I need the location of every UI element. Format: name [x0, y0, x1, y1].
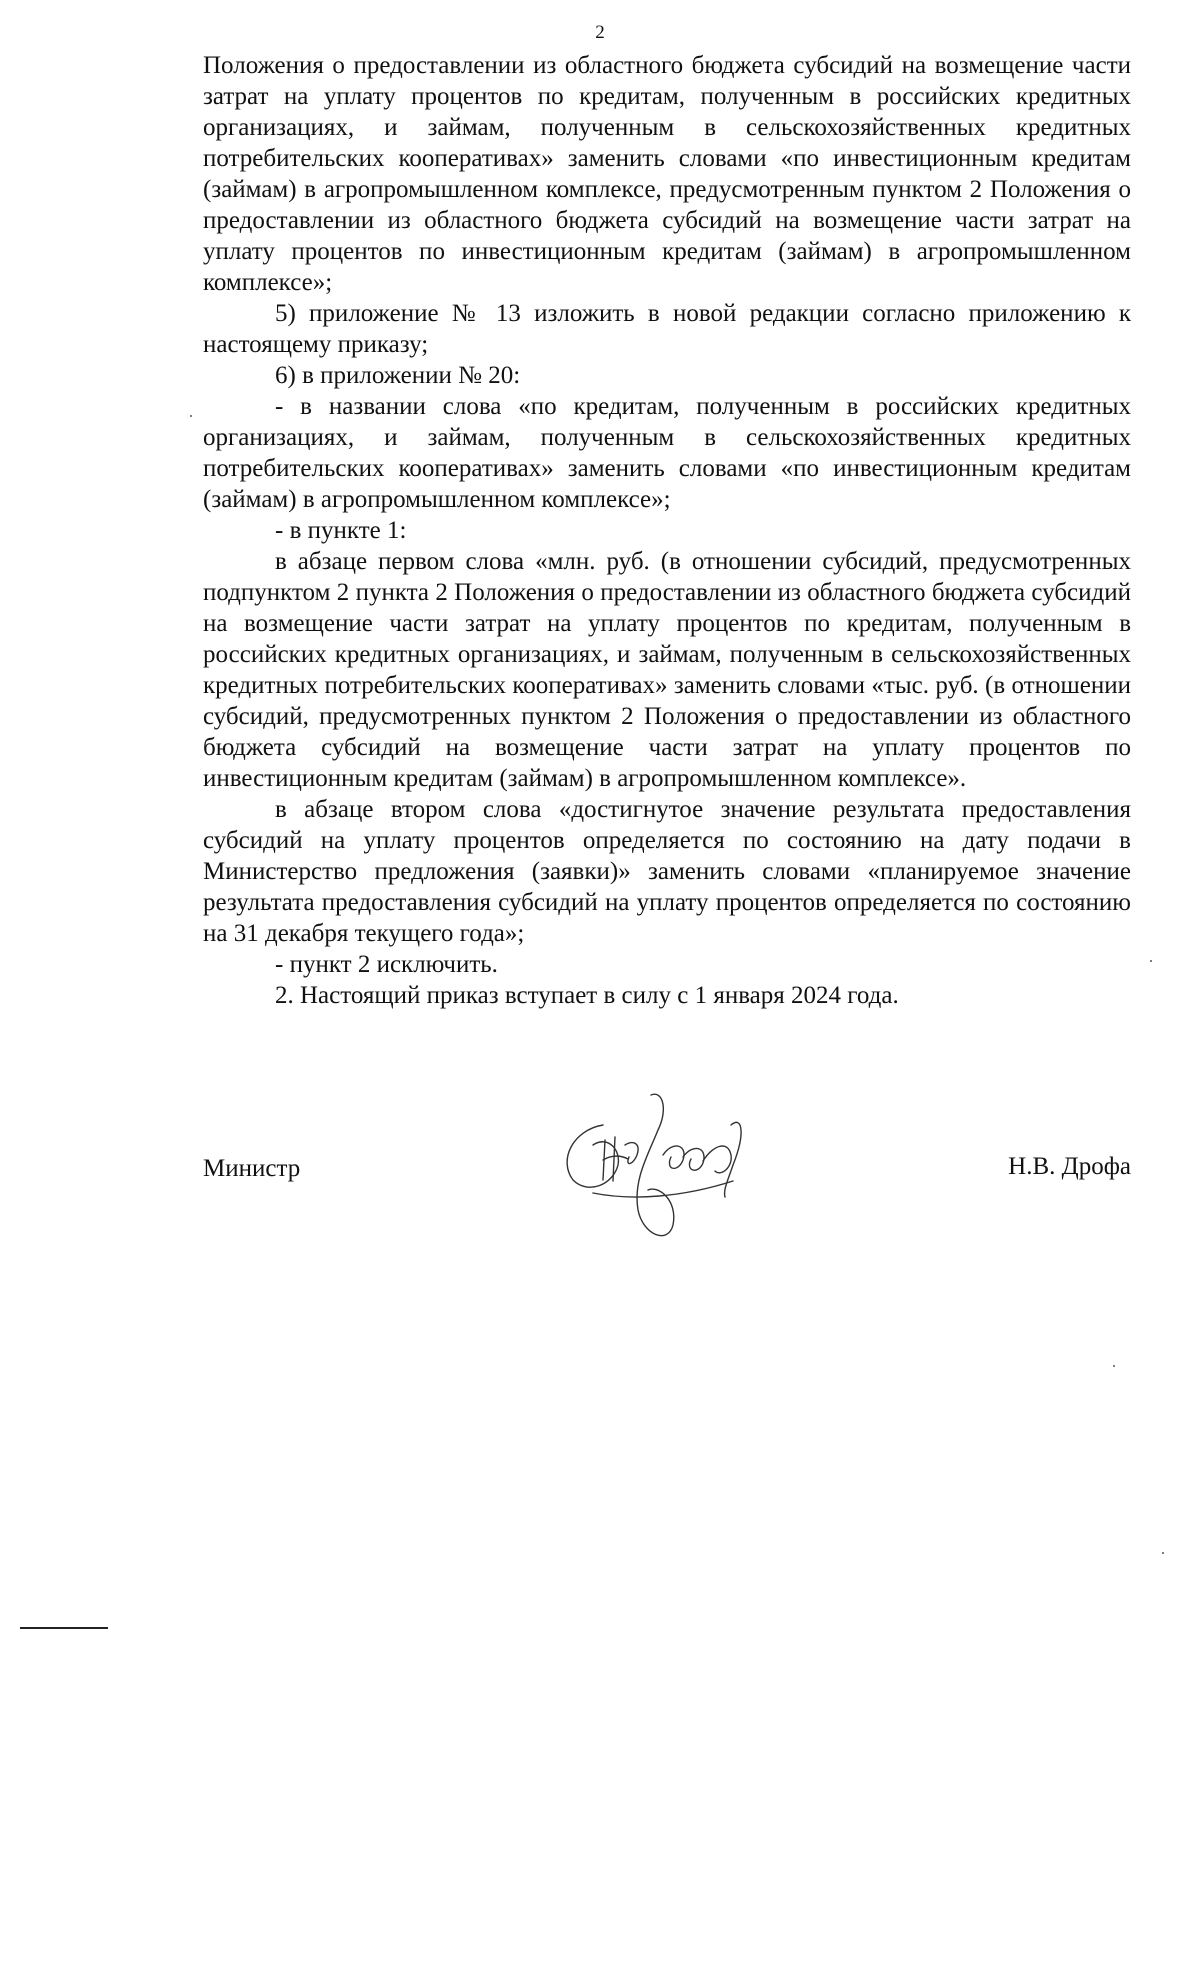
- paragraph-effective-date: 2. Настоящий приказ вступает в силу с 1 января 2024 года.: [275, 982, 899, 1009]
- signature-block: [203, 1085, 1131, 1285]
- page-number: 2: [595, 22, 605, 43]
- signer-position: Министр: [203, 1155, 301, 1182]
- scan-speck: [1150, 960, 1152, 962]
- signer-name: Н.В. Дрофа: [1008, 1153, 1131, 1180]
- handwritten-signature: [533, 1085, 763, 1265]
- scan-speck: [1113, 1365, 1115, 1367]
- document-body: [203, 50, 1131, 1011]
- paragraph-point-1: - в пункте 1:: [275, 517, 407, 544]
- scan-speck: [190, 415, 192, 417]
- scan-speck: [1162, 1552, 1164, 1554]
- paragraph-exclude-point-2: - пункт 2 исключить.: [275, 951, 498, 978]
- paragraph-title-change: - в названии слова «по кредитам, полученным в российских кредитных организациях, и займам, полученным в сельскохозяйственных кредитных потребительских кооперативах» заменить словами «по инвестиционным кредитам (займам) в агропромышленном комплексе»;: [203, 393, 1131, 513]
- paragraph-first-abzac: в абзаце первом слова «млн. руб. (в отношении субсидий, предусмотренных подпунктом 2 пункта 2 Положения о предоставлении из областного бюджета субсидий на возмещение части затрат на уплату процентов по кредитам, полученным в российских кредитных организациях, и займам, полученным в сельскохозяйственных кредитных потребительских кооперативах» заменить словами «тыс. руб. (в отношении субсидий, предусмотренных пунктом 2 Положения о предоставлении из областного бюджета субсидий на возмещение части затрат на уплату процентов по инвестиционным кредитам (займам) в агропромышленном комплексе».: [203, 548, 1131, 792]
- paragraph-item-5: 5) приложение № 13 изложить в новой редакции согласно приложению к настоящему приказу;: [203, 300, 1131, 358]
- paragraph-second-abzac: в абзаце втором слова «достигнутое значение результата предоставления субсидий на уплату процентов определяется по состоянию на дату подачи в Министерство предложения (заявки)» заменить словами «планируемое значение результата предоставления субсидий на уплату процентов определяется по состоянию на 31 декабря текущего года»;: [203, 796, 1131, 947]
- paragraph-item-6: 6) в приложении № 20:: [275, 362, 521, 389]
- paragraph-continuation: Положения о предоставлении из областного бюджета субсидий на возмещение части затрат на уплату процентов по кредитам, полученным в российских кредитных организациях, и займам, полученным в сельскохозяйственных кредитных потребительских кооперативах» заменить словами «по инвестиционным кредитам (займам) в агропромышленном комплексе, предусмотренным пунктом 2 Положения о предоставлении из областного бюджета субсидий на возмещение части затрат на уплату процентов по инвестиционным кредитам (займам) в агропромышленном комплексе»;: [203, 52, 1131, 296]
- margin-line: [20, 1627, 108, 1629]
